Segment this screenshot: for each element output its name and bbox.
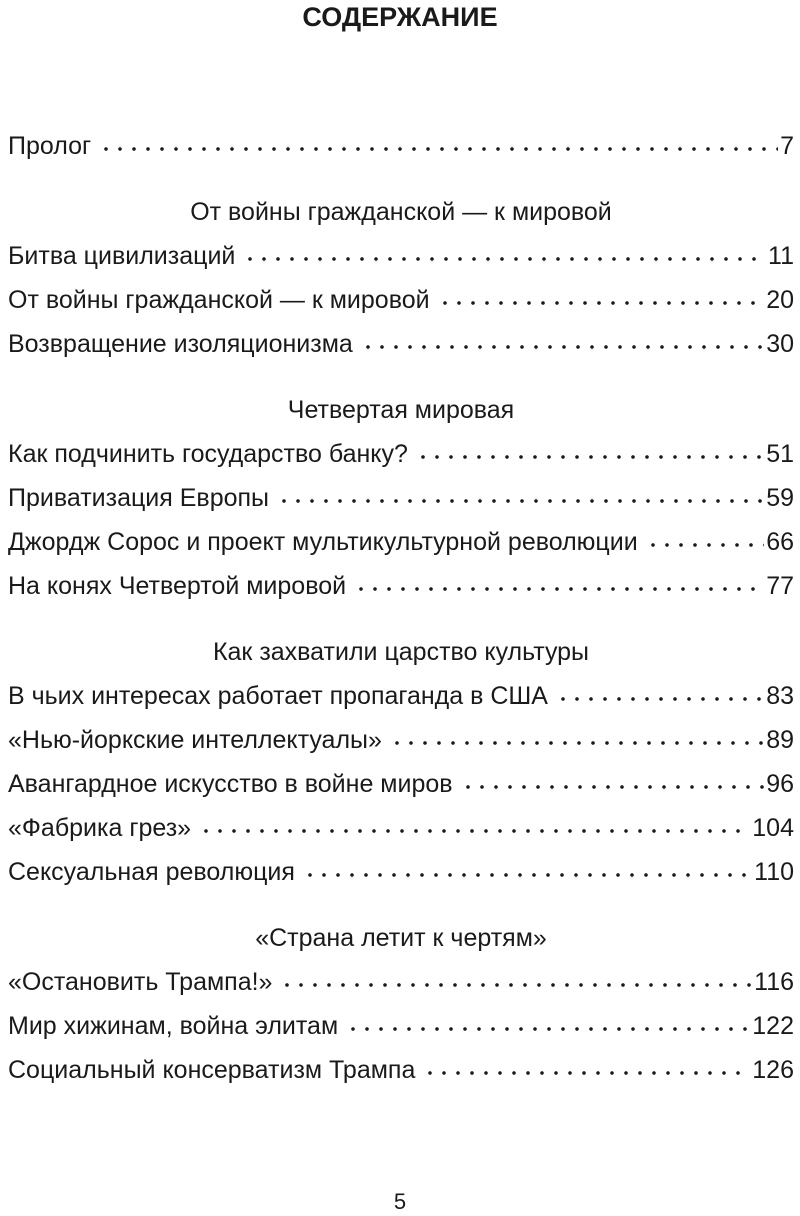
spacer [8,894,794,916]
toc-entry[interactable] [8,960,794,1004]
toc-entry-page: 110 [754,858,794,886]
toc-entry[interactable] [8,674,794,718]
dot-leader [416,454,764,460]
dot-leader [461,784,765,790]
toc-entry[interactable] [8,762,794,806]
toc-entry[interactable] [8,850,794,894]
toc-entry-label: Приватизация Европы [8,484,270,512]
toc-entry-page: 59 [766,484,794,512]
dot-leader [423,1070,750,1076]
toc-entry-page: 66 [766,528,794,556]
toc-entry[interactable] [8,476,794,520]
toc-entry-label: Мир хижинам, война элитам [8,1012,339,1040]
toc-entry-label: Социальный консерватизм Трампа [8,1056,416,1084]
toc-entry-label: От войны гражданской — к мировой [8,286,430,314]
dot-leader [646,542,765,548]
dot-leader [346,1026,750,1032]
dot-leader [361,344,764,350]
spacer [8,366,794,388]
page-number: 5 [393,1189,407,1214]
toc-entry-label: Как подчинить государство банку? [8,440,408,468]
toc-entry-label: «Фабрика грез» [8,814,192,842]
toc-entry[interactable] [8,520,794,564]
toc-entry-page: 83 [766,682,794,710]
toc-entry[interactable] [8,322,794,366]
section-heading: Как захватили царство культуры [212,638,590,666]
toc-entry[interactable] [8,278,794,322]
dot-leader [303,872,752,878]
dot-leader [390,740,764,746]
dot-leader [354,586,764,592]
spacer [8,608,794,630]
toc-entry-page: 89 [766,726,794,754]
toc-entry-page: 96 [766,770,794,798]
spacer [8,168,794,190]
toc-entry-label: «Нью-йоркские интеллектуалы» [8,726,382,754]
section-heading: «Страна летит к чертям» [255,924,547,952]
table-of-contents [8,124,794,1092]
section-heading: От войны гражданской — к мировой [190,198,612,226]
dot-leader [277,498,764,504]
toc-entry[interactable] [8,564,794,608]
toc-entry-page: 30 [766,330,794,358]
toc-entry-page: 51 [766,440,794,468]
toc-entry[interactable] [8,234,794,278]
toc-entry-label: В чьих интересах работает пропаганда в США [8,682,548,710]
toc-entry-label: Авангардное искусство в войне миров [8,770,453,798]
toc-entry-page: 77 [766,572,794,600]
toc-entry-page: 20 [766,286,794,314]
toc-entry[interactable] [8,806,794,850]
section-heading: Четвертая мировая [287,396,515,424]
toc-entry[interactable] [8,432,794,476]
toc-entry-prologue[interactable] [8,124,794,168]
toc-entry-label: Битва цивилизаций [8,242,236,270]
page-title: СОДЕРЖАНИЕ [302,2,498,32]
toc-entry[interactable] [8,718,794,762]
dot-leader [280,982,752,988]
toc-entry-page: 116 [754,968,794,996]
toc-entry-label: «Остановить Трампа!» [8,968,273,996]
toc-entry-label: Сексуальная революция [8,858,295,886]
toc-entry-page: 11 [768,242,794,270]
dot-leader [199,828,750,834]
toc-entry-page: 7 [780,132,794,160]
dot-leader [243,256,766,262]
toc-entry-page: 104 [752,814,794,842]
toc-entry[interactable] [8,1004,794,1048]
dot-leader [556,696,764,702]
dot-leader [438,300,765,306]
dot-leader [99,146,778,152]
toc-entry[interactable] [8,1048,794,1092]
toc-entry-label: Джордж Сорос и проект мультикультурной революции [8,528,638,556]
toc-entry-label: Пролог [8,132,92,160]
toc-entry-label: На конях Четвертой мировой [8,572,347,600]
toc-entry-page: 126 [752,1056,794,1084]
toc-entry-label: Возвращение изоляционизма [8,330,353,358]
toc-entry-page: 122 [752,1012,794,1040]
